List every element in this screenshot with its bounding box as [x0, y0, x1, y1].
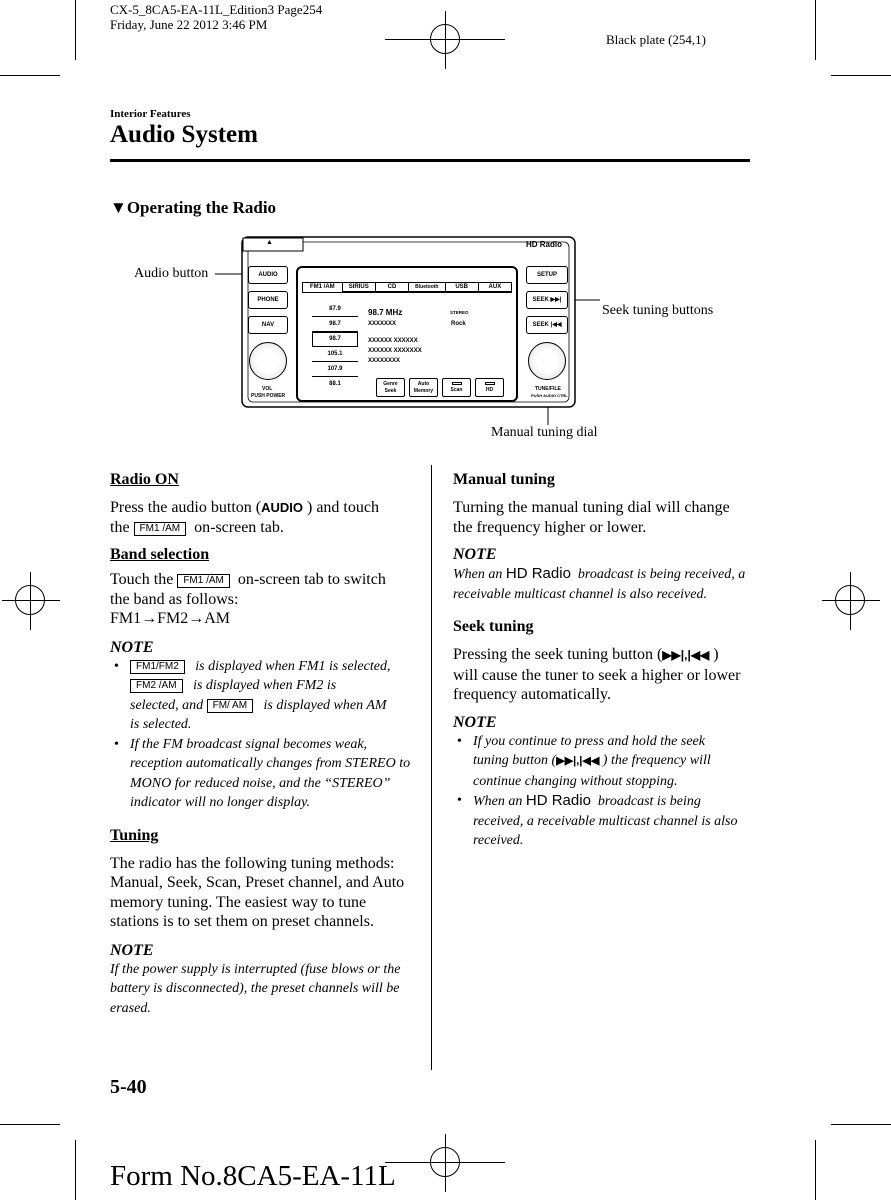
text-span: Touch the: [110, 571, 174, 588]
nav-button[interactable]: NAV: [248, 316, 288, 334]
note-list: [110, 657, 420, 813]
note-heading: NOTE: [110, 638, 154, 656]
left-column: [110, 471, 420, 1018]
page-number: 5-40: [110, 1076, 147, 1098]
note-list: [453, 732, 743, 851]
subsection-title-text: Operating the Radio: [126, 198, 277, 217]
hd-radio-logo: HD Radio: [526, 240, 562, 249]
text-span: ) and touch: [306, 499, 379, 516]
push-power-label: PUSH POWER: [251, 393, 286, 399]
tune-knob[interactable]: [528, 342, 566, 380]
radio-on-heading: Radio ON: [110, 471, 179, 488]
note-bullet: [453, 732, 743, 792]
softkey-row: [376, 378, 504, 397]
note-bullet: [453, 791, 743, 851]
tab-cd[interactable]: CD: [376, 282, 409, 292]
page-title: Audio System: [110, 121, 258, 148]
softkey-line: Memory: [413, 388, 434, 394]
hd-softkey[interactable]: [475, 378, 504, 397]
callout-seek-buttons: Seek tuning buttons: [602, 303, 714, 318]
callout-audio-button: Audio button: [134, 266, 209, 281]
push-audio-label: PUSH AUDIO CTRL: [531, 393, 568, 398]
phone-button[interactable]: PHONE: [248, 291, 288, 309]
text-span: If you continue to press and hold the seek tuning button (: [473, 733, 705, 768]
info-line: XXXXXXXX: [368, 358, 401, 364]
text-span: ): [713, 646, 719, 663]
text-span: is displayed when FM2 is: [193, 678, 337, 693]
audio-button[interactable]: AUDIO: [248, 266, 288, 284]
note-text: If the power supply is interrupted (fuse blows or the battery is disconnected), the preset channels will be erased.: [110, 961, 401, 1016]
manual-tuning-heading: Manual tuning: [453, 471, 555, 488]
preset-item[interactable]: 88.1: [329, 381, 341, 387]
preset-list: [312, 302, 358, 392]
info-line: XXXXXX XXXXXXX: [368, 348, 422, 354]
registration-mark: [835, 585, 865, 615]
registration-mark: [15, 585, 45, 615]
callout-manual-dial: Manual tuning dial: [491, 425, 598, 440]
date-line: Friday, June 22 2012 3:46 PM: [110, 17, 268, 32]
text-span: Press the audio button (: [110, 499, 262, 516]
hd-radio-mark: HD Radio: [525, 792, 591, 809]
text-span: When an: [473, 794, 523, 809]
softkey-line: Scan: [450, 387, 463, 393]
text-span: FM1→FM2→AM: [110, 610, 231, 627]
seek-icons: ▶▶|,|◀◀: [556, 755, 600, 767]
text-span: is selected.: [130, 717, 192, 732]
softkey-indicator: [485, 382, 495, 385]
frequency-readout: 98.7 MHz: [368, 308, 403, 317]
seek-tuning-heading: Seek tuning: [453, 618, 534, 635]
radio-screen: [296, 266, 518, 402]
softkey-indicator: [452, 382, 462, 385]
tune-file-label: TUNE/FILE: [535, 386, 561, 392]
tab-aux[interactable]: AUX: [479, 282, 512, 292]
right-column: [453, 471, 753, 851]
setup-button[interactable]: SETUP: [526, 266, 568, 284]
text-span: Pressing the seek tuning button (: [453, 646, 663, 663]
plate-label: Black plate (254,1): [606, 32, 706, 47]
tab-usb[interactable]: USB: [446, 282, 479, 292]
preset-item-selected[interactable]: 98.7: [312, 332, 358, 347]
crop-mark: [0, 1124, 60, 1125]
preset-item[interactable]: 105.1: [312, 347, 358, 362]
crop-mark: [831, 75, 891, 76]
station-name: XXXXXXX: [368, 321, 397, 327]
note-heading: NOTE: [453, 713, 497, 731]
text-span: on-screen tab to switch: [237, 571, 386, 588]
crop-mark: [385, 39, 505, 40]
crop-mark: [75, 1140, 76, 1200]
text-span: When an: [453, 567, 503, 582]
triangle-down-icon: ▼: [110, 198, 127, 217]
crop-mark: [815, 0, 816, 60]
eject-icon[interactable]: ▲: [266, 239, 273, 246]
band-selection-text: [110, 570, 420, 629]
fm2-am-tab-icon: FM2 /AM: [130, 679, 183, 693]
tab-bluetooth[interactable]: Bluetooth: [409, 282, 445, 292]
seek-icons: ▶▶|,|◀◀: [662, 648, 710, 662]
note-heading: NOTE: [110, 941, 154, 959]
text-span: is displayed when AM: [263, 697, 387, 713]
text-span: will cause the tuner to seek a higher or lower frequency automatically.: [453, 666, 741, 703]
hd-radio-mark: HD Radio: [505, 565, 571, 582]
tab-bar: [302, 282, 512, 293]
band-selection-heading: Band selection: [110, 546, 210, 563]
text-span: on-screen tab.: [194, 518, 284, 536]
note-heading: NOTE: [453, 546, 497, 563]
crop-mark: [815, 1140, 816, 1200]
form-number: Form No.8CA5-EA-11L: [110, 1160, 396, 1192]
crop-mark: [75, 0, 76, 60]
preset-item[interactable]: 98.7: [312, 317, 358, 332]
tuning-text: The radio has the following tuning methods: Manual, Seek, Scan, Preset channel, and Auto memory tuning. The easiest way to tune stations is to set them on preset channels.: [110, 854, 405, 930]
column-divider: [431, 465, 432, 1070]
title-rule: [110, 159, 750, 162]
subsection-title: [110, 198, 276, 218]
tab-fm[interactable]: FM1 /AM: [302, 282, 343, 292]
text-span: is displayed when FM1 is selected,: [195, 658, 391, 674]
fm-am-tab-icon: FM/ AM: [207, 699, 253, 713]
crop-mark: [831, 1124, 891, 1125]
crop-mark: [0, 75, 60, 76]
info-line: XXXXXX XXXXXX: [368, 338, 418, 344]
fm1-fm2-tab-icon: FM1/FM2: [130, 660, 185, 674]
seek-tuning-text: [453, 645, 743, 705]
radio-on-text: [110, 498, 420, 537]
note-bullet: [110, 657, 420, 735]
seek-up-button[interactable]: SEEK ▶▶|: [526, 291, 568, 309]
fm-am-tab-icon: FM1 /AM: [134, 522, 187, 536]
vol-label: VOL: [262, 386, 273, 392]
fm-am-tab-icon: FM1 /AM: [177, 574, 230, 588]
softkey-line: Auto: [417, 381, 430, 387]
text-span: broadcast is being received, a receivable multicast channel is also received.: [453, 567, 746, 602]
softkey-line: Genre: [383, 381, 398, 387]
tab-sirius[interactable]: SIRIUS: [343, 282, 376, 292]
audio-button-glyph: AUDIO: [261, 500, 303, 515]
preset-item[interactable]: 107.9: [312, 362, 358, 377]
manual-tuning-text: Turning the manual tuning dial will change the frequency higher or lower.: [453, 499, 730, 536]
text-span: the: [110, 518, 130, 536]
tuning-heading: Tuning: [110, 826, 159, 844]
stereo-indicator: STEREO: [450, 310, 469, 315]
crop-mark: [385, 1162, 505, 1163]
volume-knob[interactable]: [249, 342, 287, 380]
text-span: broadcast is being received, a receivable multicast channel is also received.: [473, 794, 738, 848]
scan-softkey[interactable]: [442, 378, 471, 397]
note-bullet: • If the FM broadcast signal becomes weak, reception automatically changes from STEREO to MONO for reduced noise, and the “STEREO” indicator will no longer display.: [110, 735, 420, 813]
text-span: selected, and: [130, 697, 204, 713]
text-span: ) the frequency will continue changing without stopping.: [473, 753, 711, 789]
genre-label: Rock: [451, 321, 466, 327]
softkey-line: HD: [485, 387, 494, 393]
right-button-column: [526, 266, 568, 334]
auto-memory-softkey[interactable]: [409, 378, 438, 397]
section-kicker: Interior Features: [110, 108, 191, 120]
seek-down-button[interactable]: SEEK |◀◀: [526, 316, 568, 334]
file-line: CX-5_8CA5-EA-11L_Edition3 Page254: [110, 2, 323, 17]
text-span: the band as follows:: [110, 590, 239, 608]
softkey-line: Seek: [384, 388, 397, 394]
left-button-column: [248, 266, 288, 334]
genre-seek-softkey[interactable]: [376, 378, 405, 397]
note-text: [453, 564, 753, 604]
preset-item[interactable]: 87.9: [312, 302, 358, 317]
